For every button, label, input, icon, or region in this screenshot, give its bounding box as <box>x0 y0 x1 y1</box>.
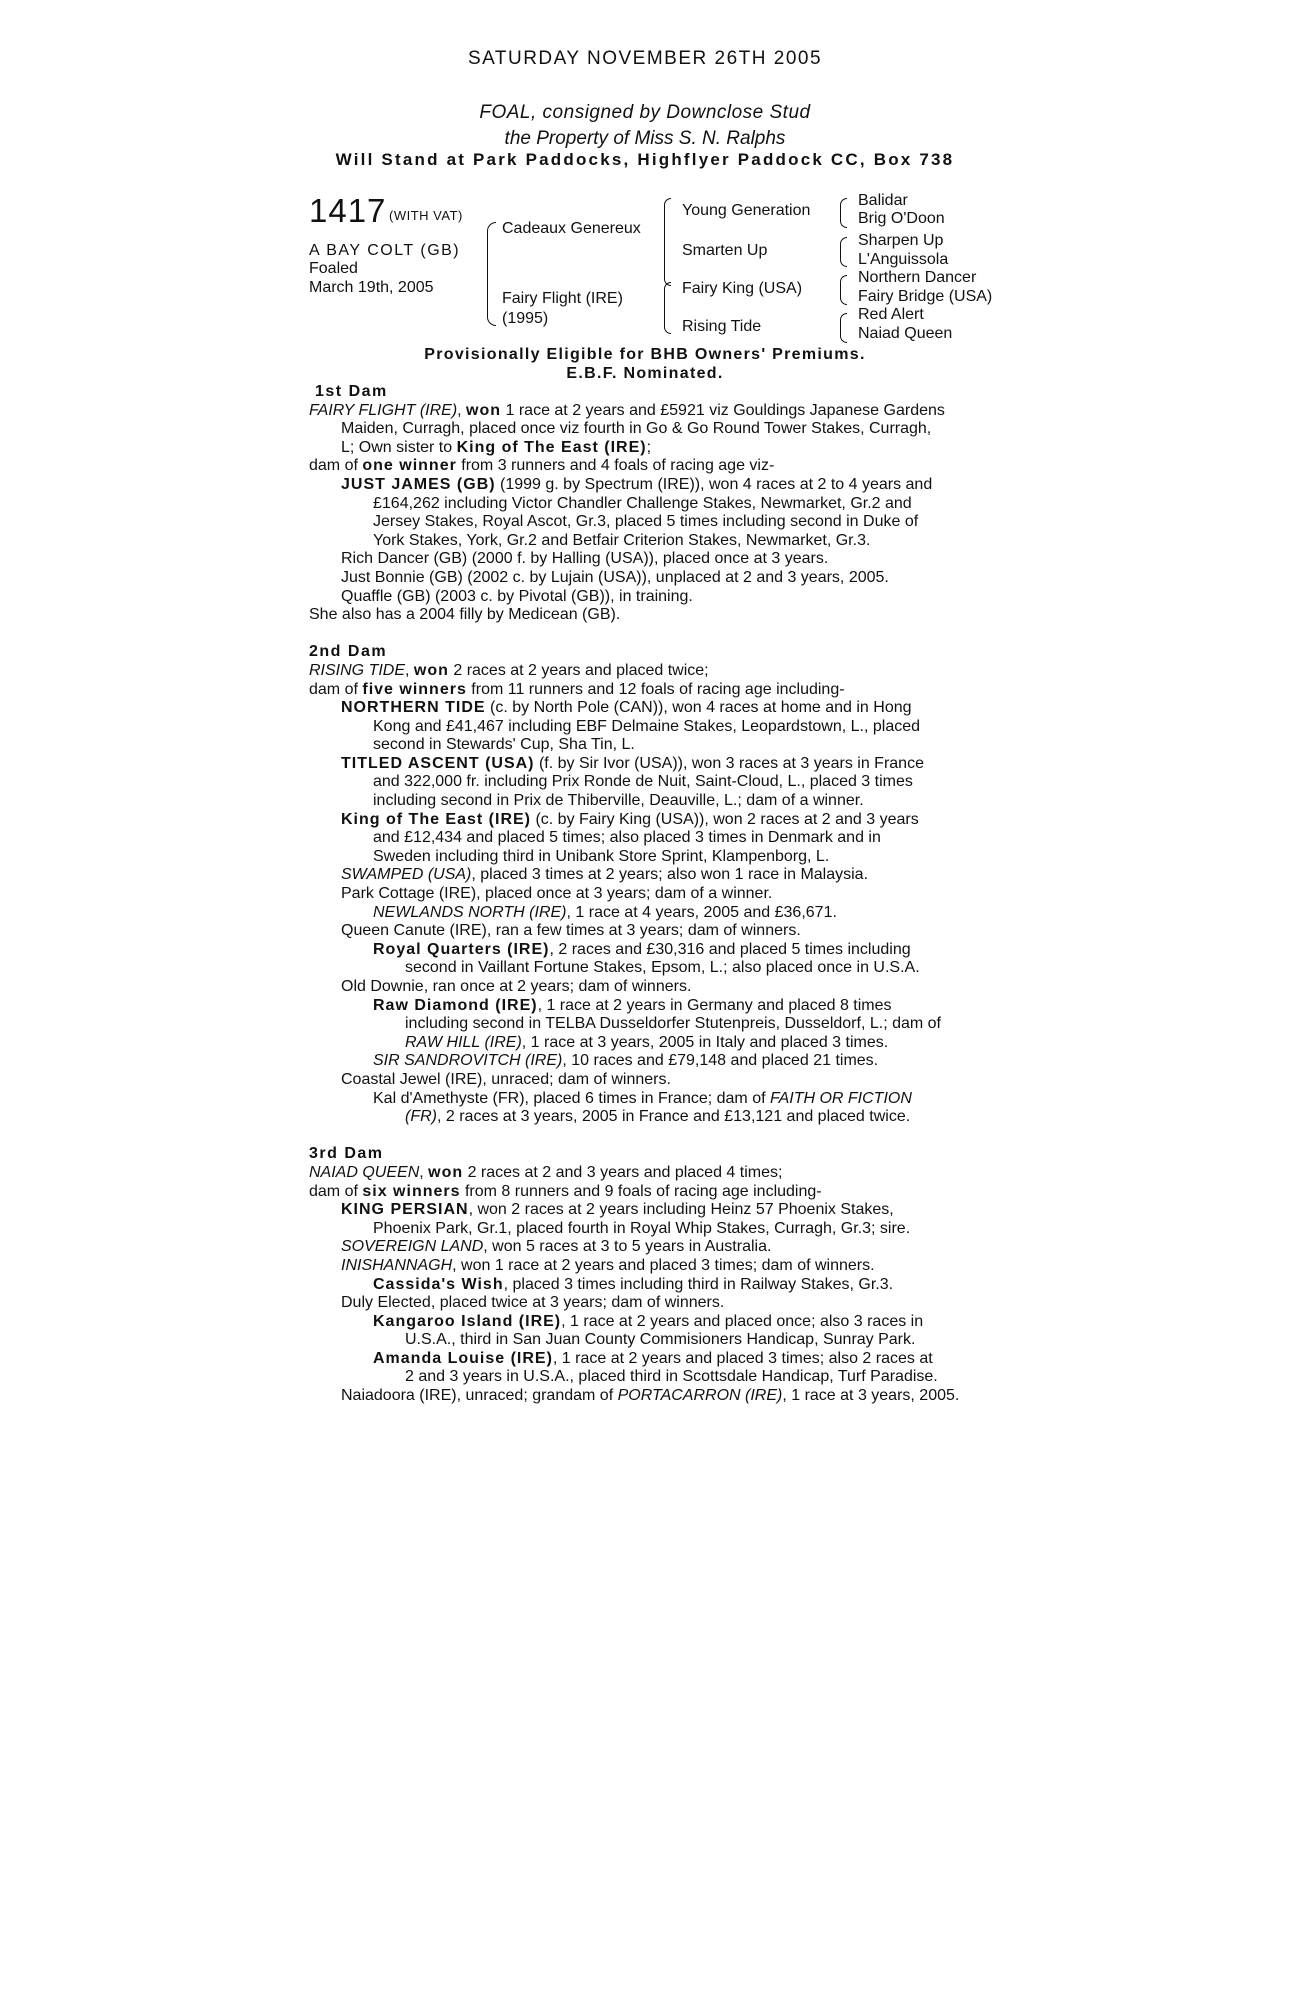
pedigree-bracket <box>487 222 496 326</box>
pedigree-bracket <box>664 198 671 286</box>
pedigree-bracket <box>840 275 847 305</box>
g3-sharpen-up: Sharpen Up <box>858 232 944 249</box>
text-line: SOVEREIGN LAND, won 5 races at 3 to 5 years in Australia. <box>341 1238 772 1256</box>
section-heading: 3rd Dam <box>309 1145 384 1163</box>
text-line: Quaffle (GB) (2003 c. by Pivotal (GB)), in training. <box>341 587 693 605</box>
text-line: Rich Dancer (GB) (2000 f. by Halling (USA)), placed once at 3 years. <box>341 550 829 568</box>
foaled-label: Foaled <box>309 260 358 277</box>
g3-fairy-bridge: Fairy Bridge (USA) <box>858 288 993 305</box>
text-line: Royal Quarters (IRE), 2 races and £30,316 and placed 5 times including <box>373 940 911 958</box>
text-line: Kong and £41,467 including EBF Delmaine Stakes, Leopardstown, L., placed <box>373 717 921 735</box>
text-line: Park Cottage (IRE), placed once at 3 years; dam of a winner. <box>341 885 773 903</box>
sire-dam-name: Smarten Up <box>682 242 768 259</box>
consignor-line: FOAL, consigned by Downclose Stud <box>479 102 811 123</box>
text-line: TITLED ASCENT (USA) (f. by Sir Ivor (USA)), won 3 races at 3 years in France <box>341 754 924 772</box>
pedigree-bracket <box>664 282 671 334</box>
eligibility-note: Provisionally Eligible for BHB Owners' Premiums. <box>424 346 866 363</box>
text-line: Naiadoora (IRE), unraced; grandam of PORTACARRON (IRE), 1 race at 3 years, 2005. <box>341 1387 960 1405</box>
text-line: NEWLANDS NORTH (IRE), 1 race at 4 years, 2005 and £36,671. <box>373 903 837 921</box>
text-line: (FR), 2 races at 3 years, 2005 in France and £13,121 and placed twice. <box>405 1108 911 1126</box>
text-line: dam of five winners from 11 runners and 12 foals of racing age including- <box>309 680 845 698</box>
foaled-date: March 19th, 2005 <box>309 279 434 296</box>
text-line: SWAMPED (USA), placed 3 times at 2 years; also won 1 race in Malaysia. <box>341 866 869 884</box>
text-line: INISHANNAGH, won 1 race at 2 years and placed 3 times; dam of winners. <box>341 1256 875 1274</box>
property-line: the Property of Miss S. N. Ralphs <box>504 128 786 149</box>
text-line: U.S.A., third in San Juan County Commisioners Handicap, Sunray Park. <box>405 1331 916 1349</box>
text-line: Coastal Jewel (IRE), unraced; dam of winners. <box>341 1070 671 1088</box>
sale-date: SATURDAY NOVEMBER 26TH 2005 <box>467 48 823 69</box>
text-line: Raw Diamond (IRE), 1 race at 2 years in Germany and placed 8 times <box>373 996 892 1014</box>
text-line: dam of one winner from 3 runners and 4 foals of racing age viz- <box>309 457 775 475</box>
g3-red-alert: Red Alert <box>858 306 924 323</box>
text-line: Maiden, Curragh, placed once viz fourth in Go & Go Round Tower Stakes, Curragh, <box>341 420 932 438</box>
pedigree-bracket <box>840 313 847 343</box>
g3-languissola: L'Anguissola <box>858 251 949 268</box>
text-line: JUST JAMES (GB) (1999 g. by Spectrum (IRE)), won 4 races at 2 to 4 years and <box>341 475 933 493</box>
text-line: Queen Canute (IRE), ran a few times at 3 years; dam of winners. <box>341 922 801 940</box>
text-line: £164,262 including Victor Chandler Challenge Stakes, Newmarket, Gr.2 and <box>373 494 912 512</box>
section-heading: 2nd Dam <box>309 643 388 661</box>
ebf-note: E.B.F. Nominated. <box>566 365 724 382</box>
text-line: RISING TIDE, won 2 races at 2 years and placed twice; <box>309 661 709 679</box>
text-line: York Stakes, York, Gr.2 and Betfair Criterion Stakes, Newmarket, Gr.3. <box>373 531 871 549</box>
text-line: FAIRY FLIGHT (IRE), won 1 race at 2 years and £5921 viz Gouldings Japanese Gardens <box>309 401 945 419</box>
text-line: Phoenix Park, Gr.1, placed fourth in Royal Whip Stakes, Curragh, Gr.3; sire. <box>373 1219 911 1237</box>
text-line: She also has a 2004 filly by Medicean (GB). <box>309 606 621 624</box>
g3-balidar: Balidar <box>858 192 908 209</box>
vat-note: (WITH VAT) <box>389 208 463 223</box>
dam-details <box>309 383 1009 1406</box>
sire-name: Cadeaux Genereux <box>502 220 641 237</box>
text-line: King of The East (IRE) (c. by Fairy King (USA)), won 2 races at 2 and 3 years <box>341 810 919 828</box>
sire-sire-name: Young Generation <box>682 202 811 219</box>
pedigree-bracket <box>840 237 847 267</box>
text-line: second in Vaillant Fortune Stakes, Epsom, L.; also placed once in U.S.A. <box>405 959 920 977</box>
text-line: RAW HILL (IRE), 1 race at 3 years, 2005 in Italy and placed 3 times. <box>405 1033 889 1051</box>
text-line: including second in TELBA Dusseldorfer Stutenpreis, Dusseldorf, L.; dam of <box>405 1015 941 1033</box>
lot-description: A BAY COLT (GB) <box>309 242 461 259</box>
text-line: 2 and 3 years in U.S.A., placed third in Scottsdale Handicap, Turf Paradise. <box>405 1368 938 1386</box>
lot-number: 1417 <box>309 192 387 229</box>
text-line: L; Own sister to King of The East (IRE); <box>341 438 652 456</box>
g3-naiad-queen: Naiad Queen <box>858 325 953 342</box>
text-line: dam of six winners from 8 runners and 9 foals of racing age including- <box>309 1182 822 1200</box>
text-line: Old Downie, ran once at 2 years; dam of winners. <box>341 978 692 995</box>
text-line: Amanda Louise (IRE), 1 race at 2 years and placed 3 times; also 2 races at <box>373 1349 933 1367</box>
g3-brig-odoon: Brig O'Doon <box>858 210 945 227</box>
text-line: SIR SANDROVITCH (IRE), 10 races and £79,148 and placed 21 times. <box>373 1052 879 1070</box>
stand-location: Will Stand at Park Paddocks, Highflyer Paddock CC, Box 738 <box>335 150 955 169</box>
text-line: Kal d'Amethyste (FR), placed 6 times in France; dam of FAITH OR FICTION <box>373 1089 912 1107</box>
pedigree-bracket <box>840 198 847 228</box>
text-line: Just Bonnie (GB) (2002 c. by Lujain (USA)), unplaced at 2 and 3 years, 2005. <box>341 568 889 586</box>
dam-dam-name: Rising Tide <box>682 318 762 335</box>
text-line: Kangaroo Island (IRE), 1 race at 2 years and placed once; also 3 races in <box>373 1312 924 1330</box>
dam-year: (1995) <box>502 310 549 327</box>
section-heading: 1st Dam <box>315 383 388 400</box>
text-line: KING PERSIAN, won 2 races at 2 years including Heinz 57 Phoenix Stakes, <box>341 1201 894 1219</box>
g3-northern-dancer: Northern Dancer <box>858 269 977 286</box>
text-line: second in Stewards' Cup, Sha Tin, L. <box>373 736 635 754</box>
text-line: Sweden including third in Unibank Store Sprint, Klampenborg, L. <box>373 847 830 865</box>
text-line: including second in Prix de Thiberville, Deauville, L.; dam of a winner. <box>373 792 864 810</box>
dam-sire-name: Fairy King (USA) <box>682 280 803 297</box>
text-line: Cassida's Wish, placed 3 times including third in Railway Stakes, Gr.3. <box>373 1275 894 1293</box>
dam-name: Fairy Flight (IRE) <box>502 290 623 307</box>
text-line: Duly Elected, placed twice at 3 years; dam of winners. <box>341 1294 725 1312</box>
text-line: and 322,000 fr. including Prix Ronde de Nuit, Saint-Cloud, L., placed 3 times <box>373 773 913 791</box>
text-line: and £12,434 and placed 5 times; also placed 3 times in Denmark and in <box>373 829 881 847</box>
text-line: NAIAD QUEEN, won 2 races at 2 and 3 years and placed 4 times; <box>309 1163 783 1181</box>
text-line: NORTHERN TIDE (c. by North Pole (CAN)), won 4 races at home and in Hong <box>341 699 912 717</box>
text-line: Jersey Stakes, Royal Ascot, Gr.3, placed 5 times including second in Duke of <box>373 513 919 531</box>
